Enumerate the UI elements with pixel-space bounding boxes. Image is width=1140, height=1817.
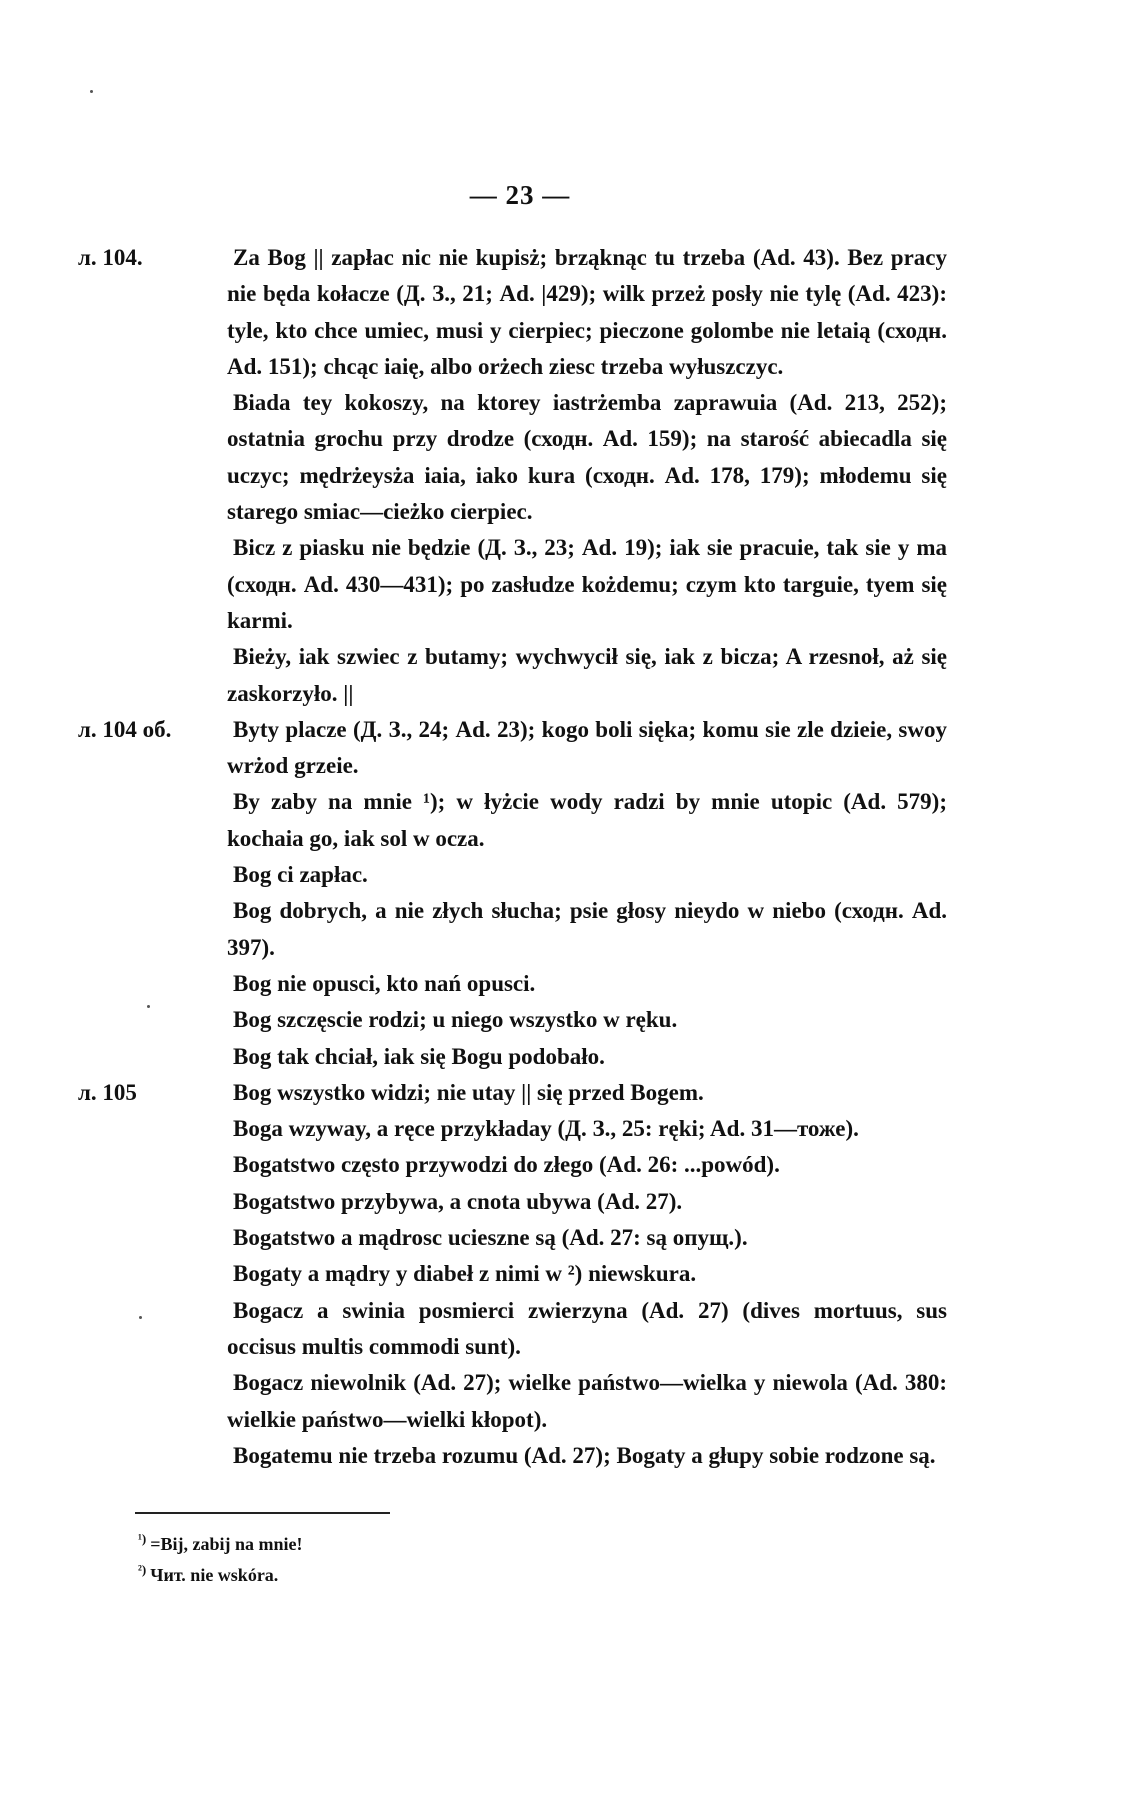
proverb-paragraph: Bogacz a swinia posmierci zwierzyna (Ad. 27) (dives mortuus, sus occisus multis commodi sunt). — [227, 1297, 947, 1359]
margin-reference: л. 104. — [78, 245, 143, 270]
footnote-1 — [138, 1526, 838, 1557]
proverb-paragraph: Bog tak chciał, iak się Bogu podobało. — [233, 1043, 605, 1069]
scan-speck — [139, 1316, 142, 1319]
scan-speck — [90, 90, 93, 93]
footnote-divider — [135, 1512, 390, 1514]
proverb-paragraph: Byty placze (Д. З., 24; Ad. 23); kogo boli sięka; komu sie zle dzieie, swoy wrżod grzeie. — [227, 716, 947, 779]
proverb-paragraph: Bog szczęscie rodzi; u niego wszystko w ręku. — [233, 1007, 678, 1033]
proverb-paragraph: Biada tey kokoszy, na ktorey iastrżemba zaprawuia (Ad. 213, 252); ostatnia grochu przy drodze (сходн. Ad. 159); na starość abiecadla się uczyc; mędrżeysża iaia, iako kura (сходн. Ad. 178, 179); młodemu się starego smiac—cieżko cierpiec. — [227, 390, 947, 525]
footnote-2 — [138, 1557, 838, 1588]
proverb-paragraph: Bog wszystko widzi; nie utay || się przed Bogem. — [233, 1079, 704, 1105]
proverb-paragraph: Bogacz niewolnik (Ad. 27); wielke państwo—wielka y niewola (Ad. 380: wielkie państwo—wielki kłopot). — [227, 1370, 947, 1432]
entry-104 — [0, 240, 1140, 712]
proverb-paragraph: Bog ci zapłac. — [233, 862, 368, 888]
page-number: — 23 — — [469, 180, 571, 210]
footnotes — [138, 1526, 838, 1588]
entry-104-verso — [0, 712, 1140, 1075]
proverb-paragraph: Bieży, iak szwiec z butamy; wychwycił się, iak z bicza; A rzesnoł, aż się zaskorzyło. || — [227, 644, 947, 706]
footnote-text: =Bij, zabij na mnie! — [150, 1534, 303, 1554]
proverb-paragraph: Bogatstwo a mądrosc ucieszne są (Ad. 27: są опущ.). — [233, 1225, 748, 1251]
proverb-paragraph: Bog dobrych, a nie złych słucha; psie głosy nieydo w niebo (сходн. Ad. 397). — [227, 898, 947, 960]
footnote-mark: ²) — [138, 1562, 147, 1577]
scan-speck — [147, 1005, 150, 1008]
proverb-entries — [0, 240, 1140, 1474]
margin-reference: л. 105 — [78, 1079, 137, 1105]
proverb-paragraph: Bogaty a mądry y diabeł z nimi w ²) niewskura. — [233, 1261, 697, 1287]
proverb-paragraph: Za Bog || zapłac nic nie kupisż; brząknąc tu trzeba (Ad. 43). Bez pracy nie będa kołacze (Д. З., 21; Ad. |429); wilk przeż posły nie tylę (Ad. 423): tyle, kto chce umiec, musi y cierpiec; pieczone golombe nie letaią (сходн. Ad. 151); chcąc iaię, albo orżech ziesc trzeba wyłuszczyc. — [227, 245, 947, 379]
footnote-text: Чит. nie wskóra. — [150, 1565, 279, 1585]
proverb-paragraph: Boga wzyway, a ręce przykładay (Д. З., 25: ręki; Ad. 31—тоже). — [233, 1116, 859, 1142]
margin-reference: л. 104 об. — [78, 716, 172, 742]
proverb-paragraph: By zaby na mnie ¹); w łyżcie wody radzi by mnie utopic (Ad. 579); kochaia go, iak sol w ocza. — [227, 789, 947, 851]
proverb-paragraph: Bogatemu nie trzeba rozumu (Ad. 27); Bogaty a głupy sobie rodzone są. — [233, 1442, 936, 1468]
proverb-paragraph: Bogatstwo często przywodzi do złego (Ad. 26: ...powód). — [233, 1152, 780, 1178]
entry-105 — [0, 1075, 1140, 1474]
proverb-paragraph: Bog nie opusci, kto nań opusci. — [233, 970, 536, 996]
proverb-paragraph: Bogatstwo przybywa, a cnota ubywa (Ad. 27). — [233, 1188, 683, 1214]
proverb-paragraph: Bicz z piasku nie będzie (Д. З., 23; Ad. 19); iak sie pracuie, tak sie y ma (сходн. Ad. 430—431); po zasłudze kożdemu; czym kto targuie, tyem się karmi. — [227, 535, 947, 633]
footnote-mark: ¹) — [138, 1531, 147, 1546]
